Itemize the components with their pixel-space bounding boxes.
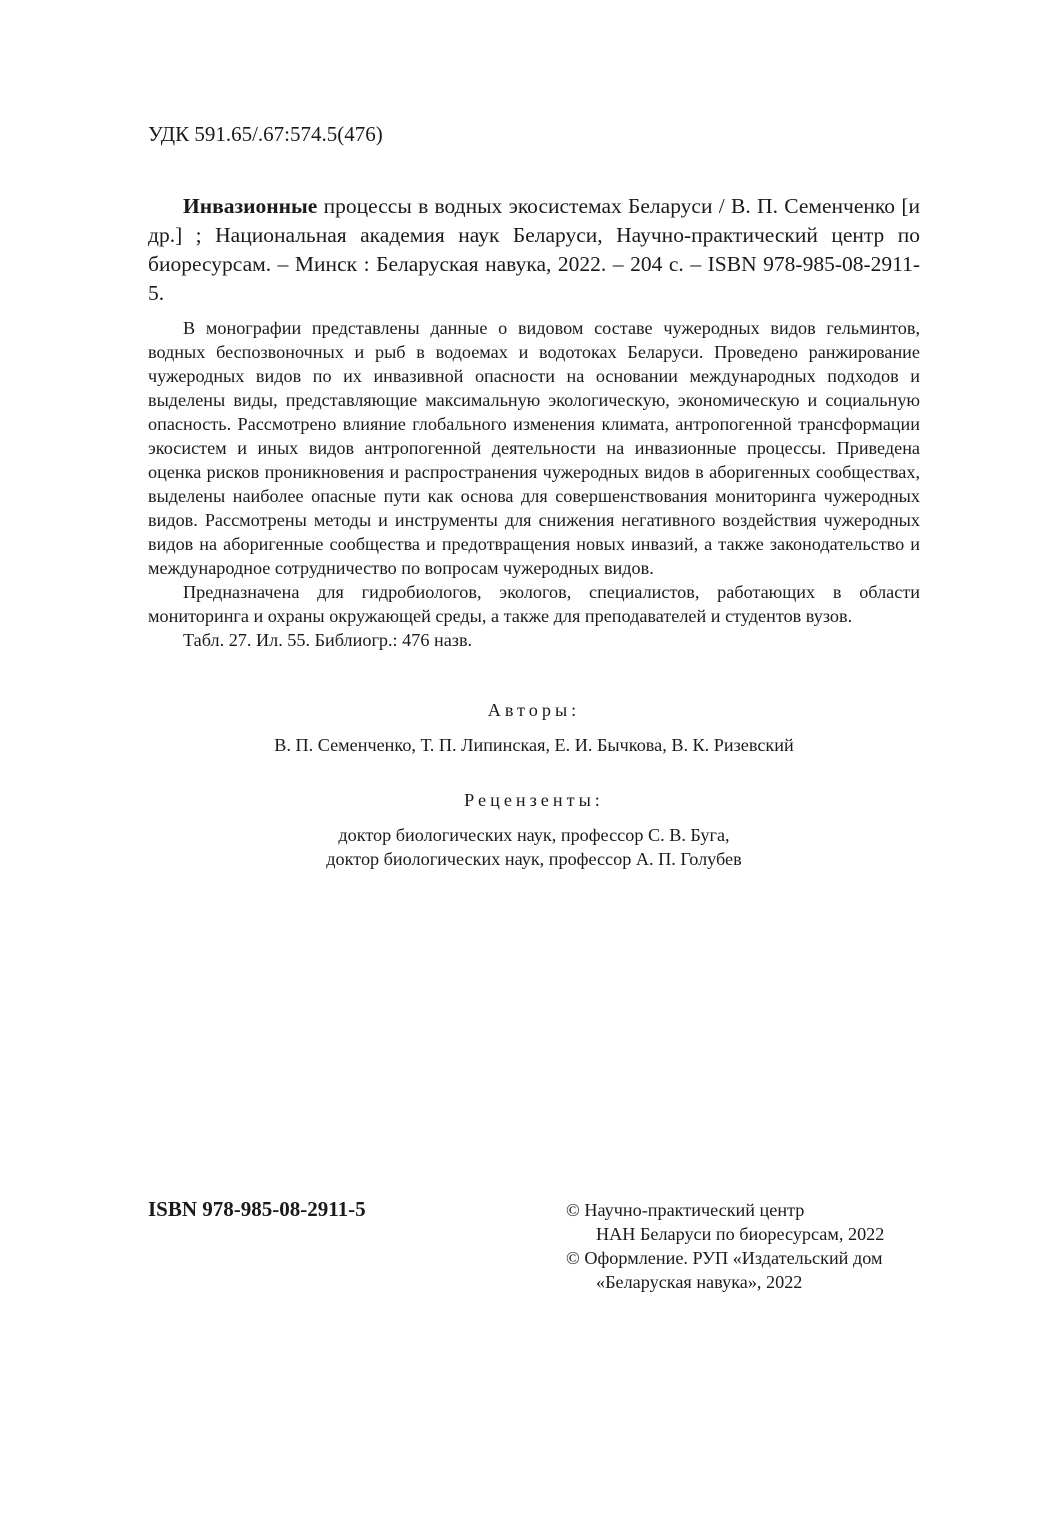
udk-code: УДК 591.65/.67:574.5(476)	[148, 122, 383, 146]
reviewer-line: доктор биологических наук, профессор С. В. Буга,	[338, 825, 730, 845]
abstract-paragraph: В монографии представлены данные о видовом составе чужеродных видов гельминтов, водных беспозвоночных и рыб в водоемах и водотоках Беларуси. Проведено ранжирование чужеродных видов по их инвазивной опасности на основании международных подходов и выделены виды, представляющие максимальную экологическую, экономическую и социальную опасность. Рассмотрено влияние глобального изменения климата, антропогенной трансформации экосистем и иных видов антропогенной деятельности на инвазионные процессы. Приведена оценка рисков проникновения и распространения чужеродных видов в аборигенных сообществах, выделены наиболее опасные пути как основа для совершенствования мониторинга чужеродных видов. Рассмотрены методы и инструменты для снижения негативного воздействия чужеродных видов на аборигенные сообщества и предотвращения новых инвазий, а также законодательство и международное сотрудничество по вопросам чужеродных видов.	[148, 318, 920, 578]
reviewers-heading: Рецензенты:	[464, 790, 604, 810]
citation-text: процессы в водных экосистемах Беларуси / В. П. Семенченко [и др.] ; Национальная академия наук Беларуси, Научно-практический центр по биоресурсам. – Минск : Беларуская навука, 2022. – 204 с. – ISBN 978-985-08-2911-5.	[148, 194, 920, 305]
stats-paragraph: Табл. 27. Ил. 55. Библиогр.: 476 назв.	[183, 630, 473, 650]
citation-title-bold: Инвазионные	[183, 194, 318, 218]
bibliographic-citation	[148, 192, 920, 308]
reviewer-line: доктор биологических наук, профессор А. П. Голубев	[326, 849, 742, 869]
copyright-line: «Беларуская навука», 2022	[596, 1272, 803, 1292]
copyright-line: НАН Беларуси по биоресурсам, 2022	[596, 1224, 885, 1244]
copyright-block	[566, 1198, 884, 1294]
audience-paragraph: Предназначена для гидробиологов, экологов, специалистов, работающих в области мониторинга и охраны окружающей среды, а также для преподавателей и студентов вузов.	[148, 582, 920, 626]
authors-heading: Авторы:	[487, 700, 581, 720]
abstract	[148, 316, 920, 652]
copyright-line: © Оформление. РУП «Издательский дом	[566, 1248, 883, 1268]
isbn: ISBN 978-985-08-2911-5	[148, 1197, 366, 1221]
copyright-line: © Научно-практический центр	[566, 1200, 805, 1220]
authors-names: В. П. Семенченко, Т. П. Липинская, Е. И. Бычкова, В. К. Ризевский	[274, 735, 794, 755]
